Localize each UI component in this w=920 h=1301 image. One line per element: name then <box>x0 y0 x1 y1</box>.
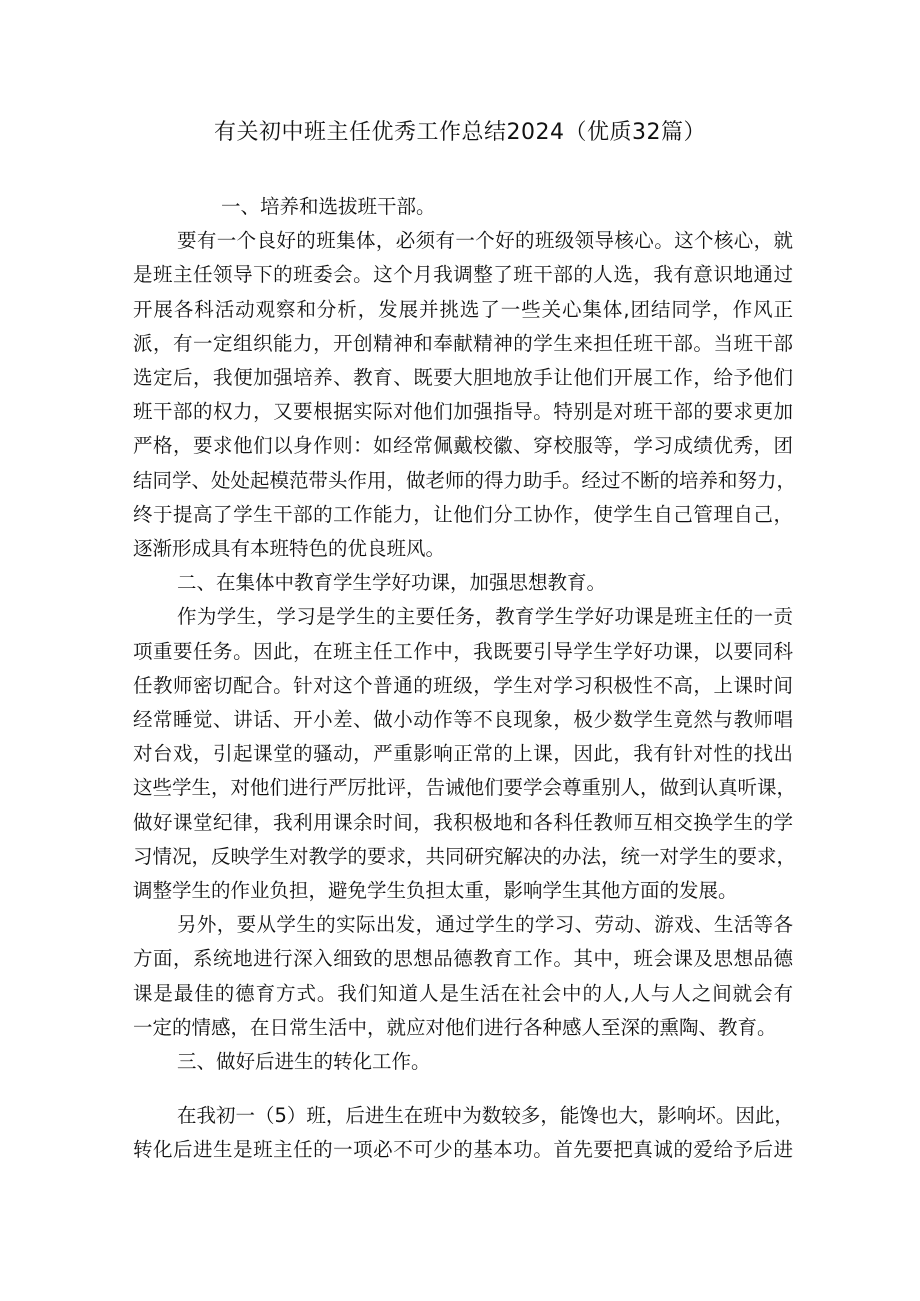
section-heading-3: 三、做好后进生的转化工作。 <box>177 1050 431 1074</box>
paragraph-class-cadres <box>133 224 797 566</box>
paragraph-moral-education <box>133 908 793 1045</box>
text-line: 项重要任务。因此，在班主任工作中，我既要引导学生学好功课，以要同科 <box>133 639 793 663</box>
text-line: 转化后进生是班主任的一项必不可少的基本功。首先要把真诚的爱给予后进 <box>133 1138 793 1162</box>
text-line: 逐渐形成具有本班特色的优良班风。 <box>133 537 446 561</box>
text-line: 终于提高了学生干部的工作能力，让他们分工协作，使学生自己管理自己， <box>133 502 793 526</box>
text-line: 任教师密切配合。针对这个普通的班级，学生对学习积极性不高，上课时间 <box>133 673 793 697</box>
text-line: 方面，系统地进行深入细致的思想品德教育工作。其中，班会课及思想品德 <box>133 947 793 971</box>
text-line: 班干部的权力，又要根据实际对他们加强指导。特别是对班干部的要求更加 <box>133 400 793 424</box>
text-line: 这些学生，对他们进行严厉批评，告诫他们要学会尊重别人，做到认真听课， <box>133 776 797 800</box>
section-heading-2: 二、在集体中教育学生学好功课，加强思想教育。 <box>177 571 607 595</box>
text-line: 要有一个良好的班集体，必须有一个好的班级领导核心。这个核心，就 <box>177 229 793 253</box>
paragraph-study <box>133 600 797 908</box>
text-line: 做好课堂纪律，我利用课余时间，我积极地和各科任教师互相交换学生的学 <box>133 810 793 834</box>
document-title: 有关初中班主任优秀工作总结2024（优质32篇） <box>214 120 706 145</box>
text-line: 经常睡觉、讲话、开小差、做小动作等不良现象，极少数学生竟然与教师唱 <box>133 708 793 732</box>
text-line: 是班主任领导下的班委会。这个月我调整了班干部的人选，我有意识地通过 <box>133 263 793 287</box>
text-line: 开展各科活动观察和分析，发展并挑选了一些关心集体,团结同学，作风正 <box>133 297 793 321</box>
section-heading-1: 一、培养和选拔班干部。 <box>221 195 436 218</box>
text-line: 对台戏，引起课堂的骚动，严重影响正常的上课，因此，我有针对性的找出 <box>133 742 793 766</box>
text-line: 在我初一（5）班，后进生在班中为数较多，能馋也大，影响坏。因此， <box>177 1104 794 1128</box>
text-line: 选定后，我便加强培养、教育、既要大胆地放手让他们开展工作，给予他们 <box>133 366 793 390</box>
text-line: 课是最佳的德育方式。我们知道人是生活在社会中的人,人与人之间就会有 <box>133 981 793 1005</box>
text-line: 另外，要从学生的实际出发，通过学生的学习、劳动、游戏、生活等各 <box>177 913 793 937</box>
text-line: 习情况，反映学生对教学的要求，共同研究解决的办法，统一对学生的要求， <box>133 844 797 868</box>
text-line: 结同学、处处起模范带头作用，做老师的得力助手。经过不断的培养和努力， <box>133 468 797 492</box>
paragraph-gap <box>133 1079 793 1099</box>
text-line: 派，有一定组织能力，开创精神和奉献精神的学生来担任班干部。当班干部 <box>133 331 793 355</box>
text-line: 调整学生的作业负担，避免学生负担太重，影响学生其他方面的发展。 <box>133 879 738 903</box>
text-line: 作为学生，学习是学生的主要任务，教育学生学好功课是班主任的一贡 <box>177 605 793 629</box>
text-line: 一定的情感，在日常生活中，就应对他们进行各种感人至深的熏陶、教育。 <box>133 1015 777 1039</box>
document-body <box>133 190 797 1168</box>
paragraph-struggling-students <box>133 1099 793 1167</box>
text-line: 严格，要求他们以身作则：如经常佩戴校徽、穿校服等，学习成绩优秀，团 <box>133 434 793 458</box>
